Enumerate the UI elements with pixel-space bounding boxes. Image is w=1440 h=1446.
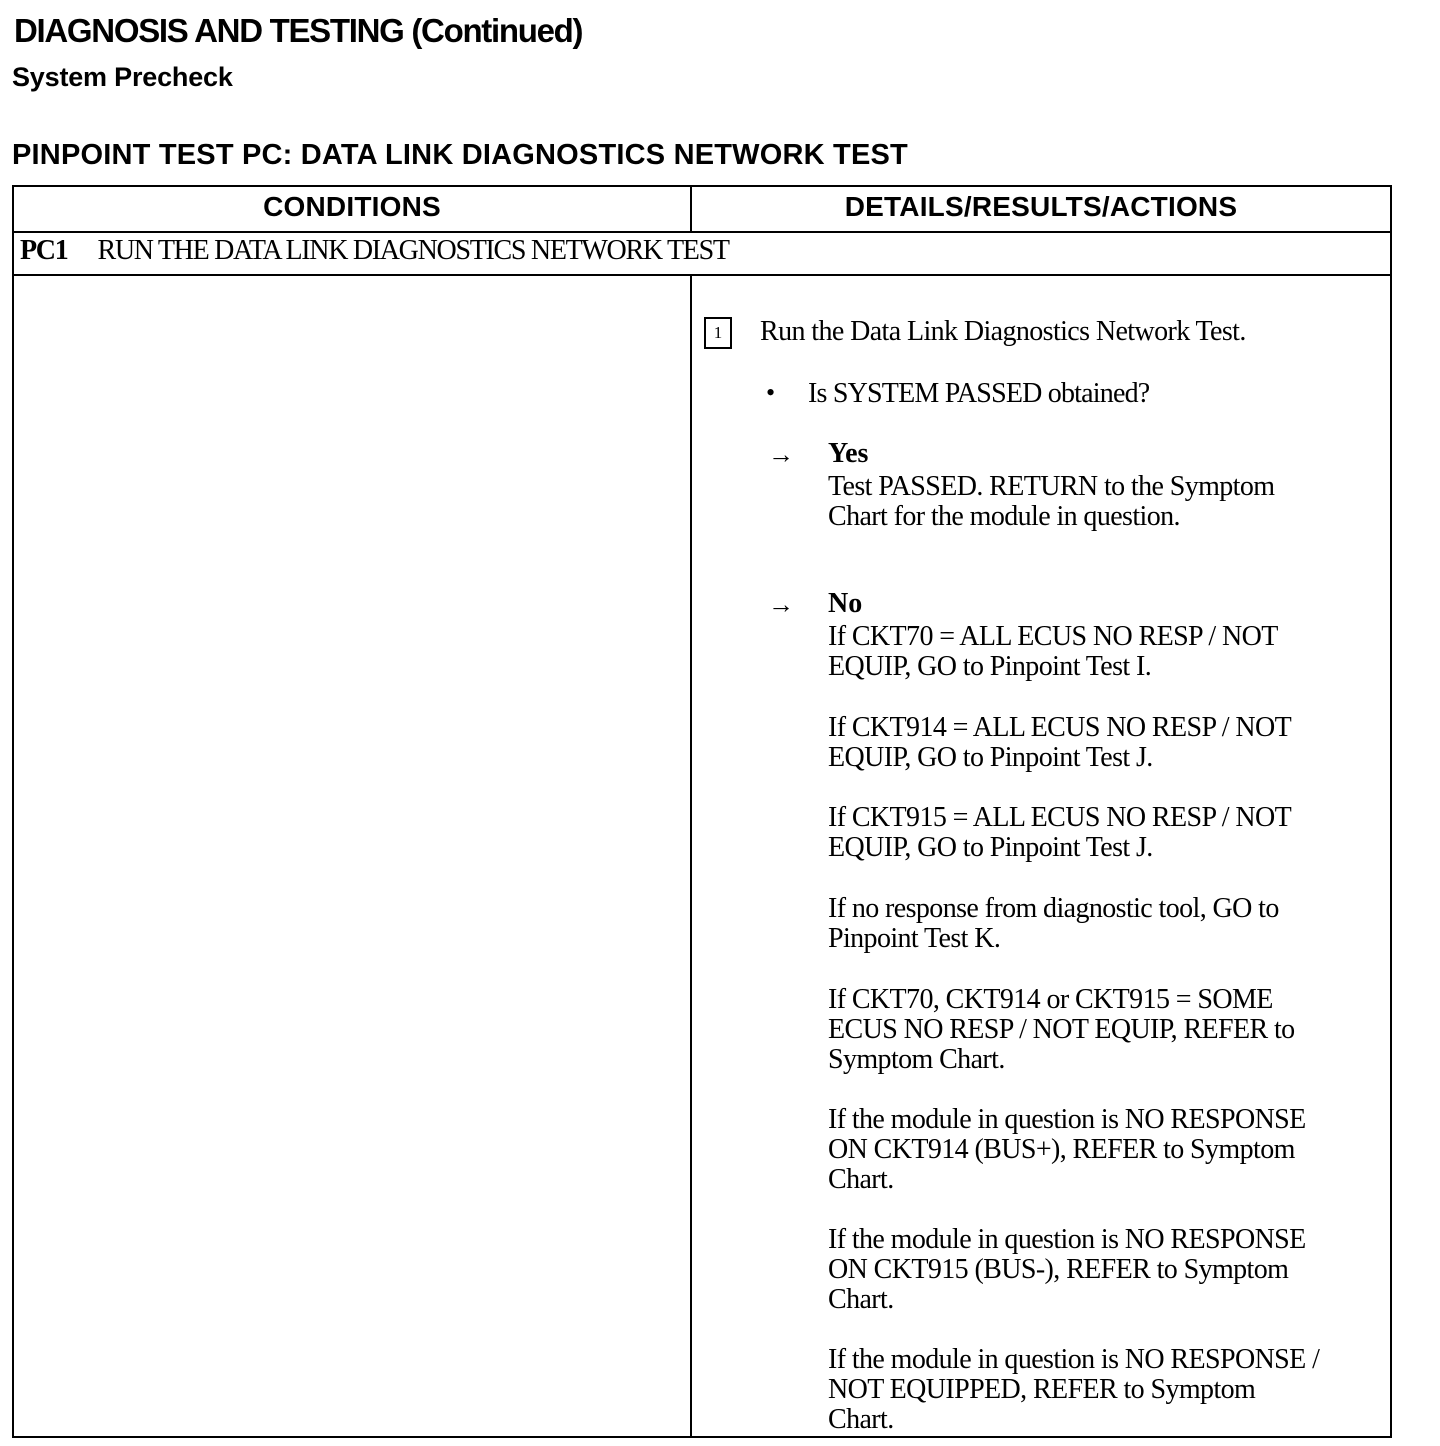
no-result-item: If the module in question is NO RESPONSE ON CKT915 (BUS-), REFER to Symptom Chart. (828, 1224, 1306, 1315)
no-result-item: If CKT915 = ALL ECUS NO RESP / NOT EQUIP, GO to Pinpoint Test J. (828, 802, 1292, 863)
page-title: DIAGNOSIS AND TESTING (Continued) (14, 12, 583, 49)
no-result-item: If CKT914 = ALL ECUS NO RESP / NOT EQUIP, GO to Pinpoint Test J. (828, 712, 1292, 773)
answer-no-label: No (828, 588, 863, 619)
arrow-right-icon: → (768, 440, 794, 469)
answer-yes-text: Test PASSED. RETURN to the Symptom Chart for the module in question. (828, 471, 1275, 532)
step-title: RUN THE DATA LINK DIAGNOSTICS NETWORK TEST (97, 235, 729, 266)
step-title-row (20, 235, 729, 267)
column-header-conditions: CONDITIONS (263, 191, 441, 222)
no-result-item: If CKT70 = ALL ECUS NO RESP / NOT EQUIP, GO to Pinpoint Test I. (828, 621, 1278, 682)
step-id: PC1 (20, 235, 68, 266)
bullet-icon: • (766, 378, 776, 407)
no-result-item: If CKT70, CKT914 or CKT915 = SOME ECUS NO RESP / NOT EQUIP, REFER to Symptom Chart. (828, 984, 1295, 1075)
no-result-item: If the module in question is NO RESPONSE ON CKT914 (BUS+), REFER to Symptom Chart. (828, 1104, 1306, 1195)
answer-yes-label: Yes (828, 438, 869, 469)
step-instruction: Run the Data Link Diagnostics Network Test. (760, 316, 1246, 347)
table-divider (14, 231, 1390, 233)
table-divider (14, 274, 1390, 276)
column-divider (690, 274, 692, 1436)
column-header-details-results-actions: DETAILS/RESULTS/ACTIONS (844, 191, 1238, 222)
no-result-item: If no response from diagnostic tool, GO to Pinpoint Test K. (828, 893, 1279, 954)
arrow-right-icon: → (768, 590, 794, 619)
column-divider (690, 187, 692, 231)
page-subtitle: System Precheck (12, 62, 233, 92)
no-result-item: If the module in question is NO RESPONSE / NOT EQUIPPED, REFER to Symptom Chart. (828, 1344, 1320, 1435)
step-question: Is SYSTEM PASSED obtained? (808, 378, 1150, 409)
step-number-box: 1 (704, 317, 732, 349)
pinpoint-test-title: PINPOINT TEST PC: DATA LINK DIAGNOSTICS NETWORK TEST (12, 139, 908, 171)
